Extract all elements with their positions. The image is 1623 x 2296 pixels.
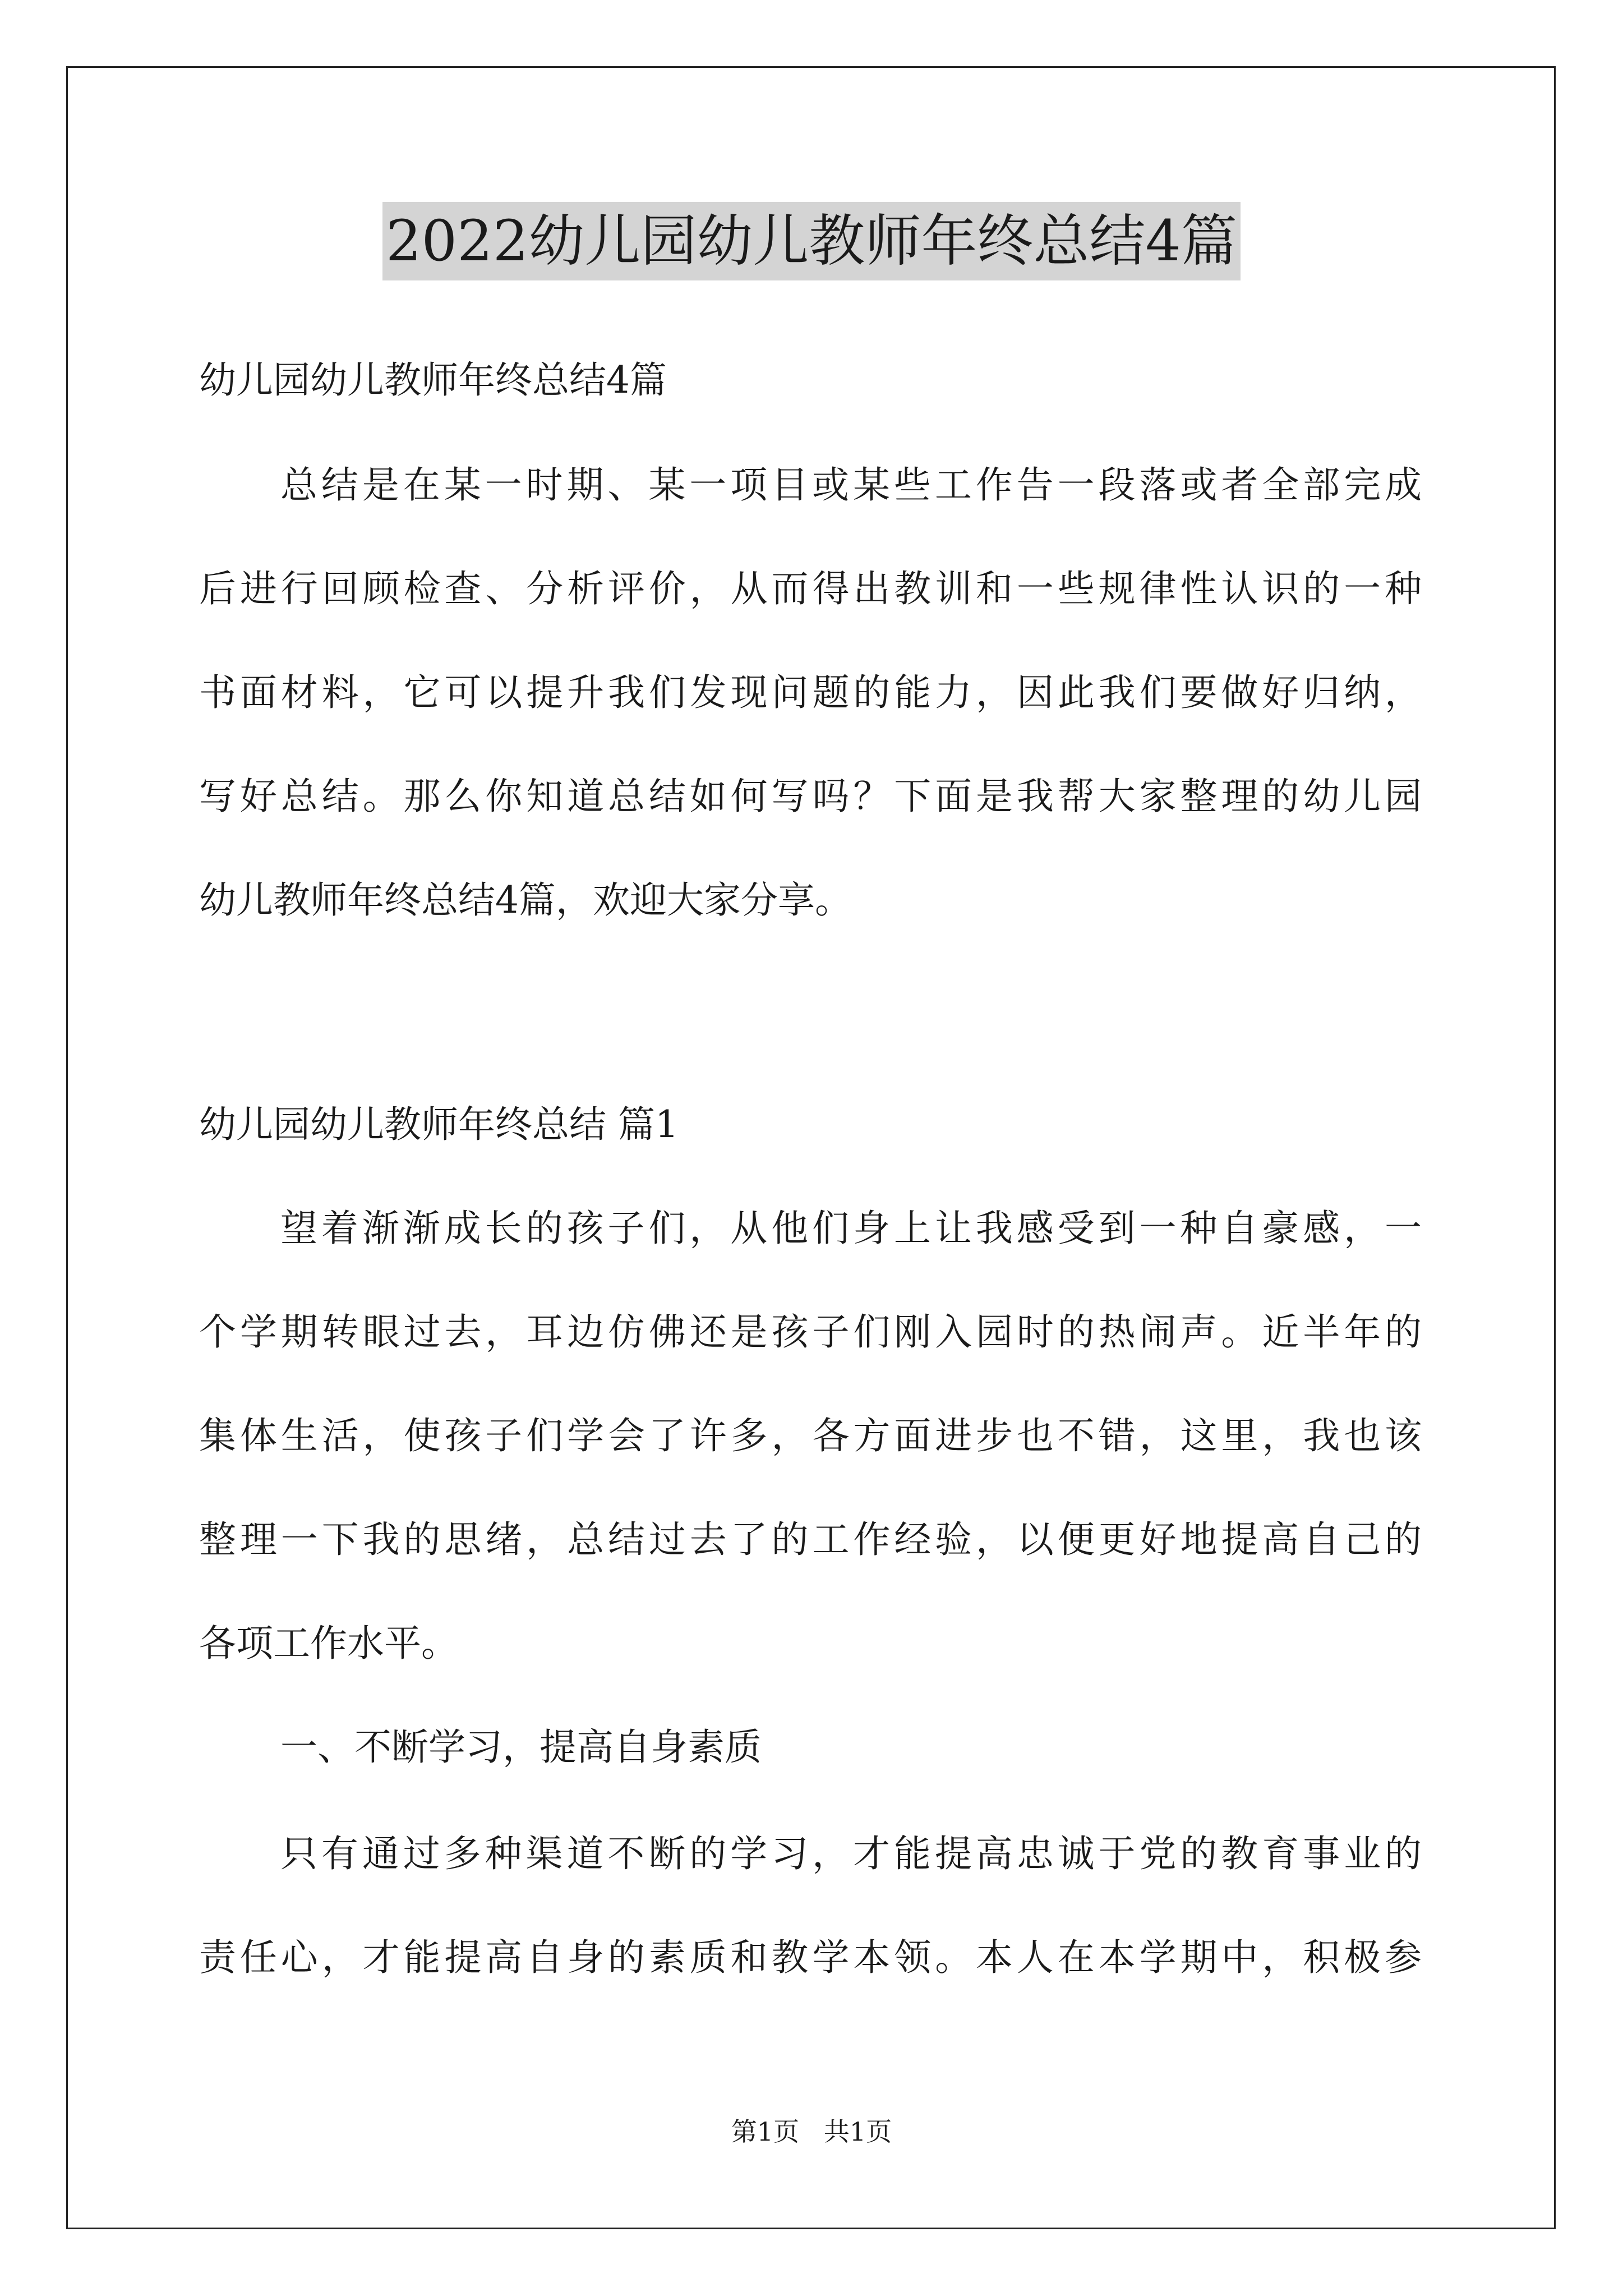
intro-line: 写好总结。那么你知道总结如何写吗？下面是我帮大家整理的幼儿园 <box>199 775 1422 818</box>
section-paragraph-line: 整理一下我的思绪，总结过去了的工作经验，以便更好地提高自己的 <box>199 1518 1422 1561</box>
title-container <box>0 202 1623 280</box>
section-paragraph-line: 个学期转眼过去，耳边仿佛还是孩子们刚入园时的热闹声。近半年的 <box>199 1310 1422 1354</box>
point-paragraph-line: 责任心，才能提高自身的素质和教学本领。本人在本学期中，积极参 <box>199 1936 1422 1979</box>
point-heading: 一、不断学习，提高自身素质 <box>280 1726 762 1769</box>
intro-line: 总结是在某一时期、某一项目或某些工作告一段落或者全部完成 <box>280 463 1422 507</box>
document-subtitle: 幼儿园幼儿教师年终总结4篇 <box>199 358 667 402</box>
section-paragraph-line: 望着渐渐成长的孩子们，从他们身上让我感受到一种自豪感，一 <box>280 1207 1422 1250</box>
page-number-footer: 第1页 共1页 <box>731 2116 892 2147</box>
intro-line: 幼儿教师年终总结4篇，欢迎大家分享。 <box>199 878 852 922</box>
document-title: 2022幼儿园幼儿教师年终总结4篇 <box>382 202 1241 280</box>
section-paragraph-line: 集体生活，使孩子们学会了许多，各方面进步也不错，这里，我也该 <box>199 1414 1422 1457</box>
intro-line: 书面材料，它可以提升我们发现问题的能力，因此我们要做好归纳， <box>199 671 1422 714</box>
point-paragraph-line: 只有通过多种渠道不断的学习，才能提高忠诚于党的教育事业的 <box>280 1832 1422 1875</box>
section-paragraph-line: 各项工作水平。 <box>199 1622 458 1665</box>
intro-line: 后进行回顾检查、分析评价，从而得出教训和一些规律性认识的一种 <box>199 567 1422 610</box>
section-heading: 幼儿园幼儿教师年终总结 篇1 <box>199 1103 679 1146</box>
